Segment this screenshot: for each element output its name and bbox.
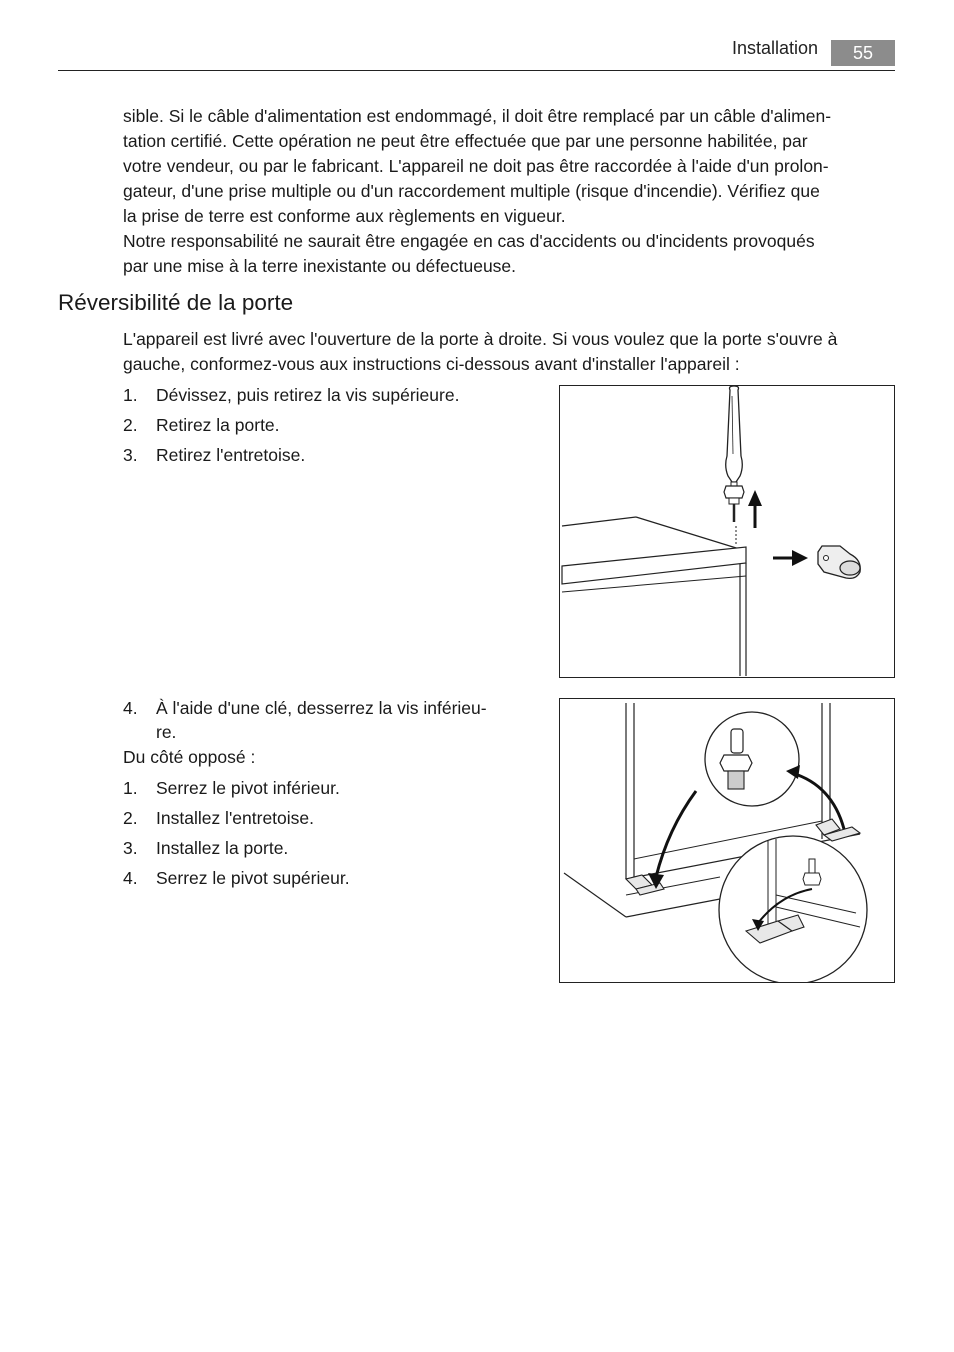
page-number: 55 (831, 40, 895, 66)
section-header: Installation (731, 38, 818, 58)
step-text: À l'aide d'une clé, desserrez la vis inférieu- (156, 698, 487, 718)
step-text: Serrez le pivot supérieur. (156, 868, 350, 888)
step-text-continued: re. (156, 722, 177, 742)
step-number: 2. (123, 415, 138, 435)
step-text: Retirez la porte. (156, 415, 280, 435)
opposite-side-text: Du côté opposé : (123, 747, 256, 767)
step-text: Installez la porte. (156, 838, 289, 858)
intro-line: Notre responsabilité ne saurait être engagée en cas d'accidents ou d'incidents provoqués (123, 231, 815, 251)
step-number: 4. (123, 868, 138, 888)
intro-line: par une mise à la terre inexistante ou défectueuse. (123, 256, 517, 276)
intro-line: sible. Si le câble d'alimentation est endommagé, il doit être remplacé par un câble d'alimen- (123, 106, 832, 126)
step-text: Retirez l'entretoise. (156, 445, 306, 465)
section-intro (123, 327, 895, 377)
intro-line: gateur, d'une prise multiple ou d'un raccordement multiple (risque d'incendie). Vérifiez que (123, 181, 820, 201)
section-intro-line: gauche, conformez-vous aux instructions ci-dessous avant d'installer l'appareil : (123, 354, 740, 374)
pivot-illustration (560, 699, 894, 982)
step-text: Serrez le pivot inférieur. (156, 778, 340, 798)
figure-lower-pivot (559, 698, 895, 983)
intro-line: votre vendeur, ou par le fabricant. L'appareil ne doit pas être raccordée à l'aide d'un prolon- (123, 156, 829, 176)
step-text: Installez l'entretoise. (156, 808, 315, 828)
figure-remove-upper-screw (559, 385, 895, 678)
step-number: 3. (123, 838, 138, 858)
screwdriver-illustration (560, 386, 894, 677)
step-number: 1. (123, 385, 138, 405)
step-number: 2. (123, 808, 138, 828)
step-text: Dévissez, puis retirez la vis supérieure. (156, 385, 460, 405)
step-number: 1. (123, 778, 138, 798)
intro-line: tation certifié. Cette opération ne peut être effectuée que par une personne habilitée, par (123, 131, 808, 151)
step-number: 4. (123, 698, 138, 718)
step-number: 3. (123, 445, 138, 465)
section-title: Réversibilité de la porte (58, 290, 294, 315)
intro-paragraph (123, 104, 895, 279)
opposite-side-label (123, 745, 255, 769)
section-intro-line: L'appareil est livré avec l'ouverture de la porte à droite. Si vous voulez que la porte s'ouvre à (123, 329, 838, 349)
header-divider (58, 70, 895, 71)
intro-line: la prise de terre est conforme aux règlements en vigueur. (123, 206, 566, 226)
